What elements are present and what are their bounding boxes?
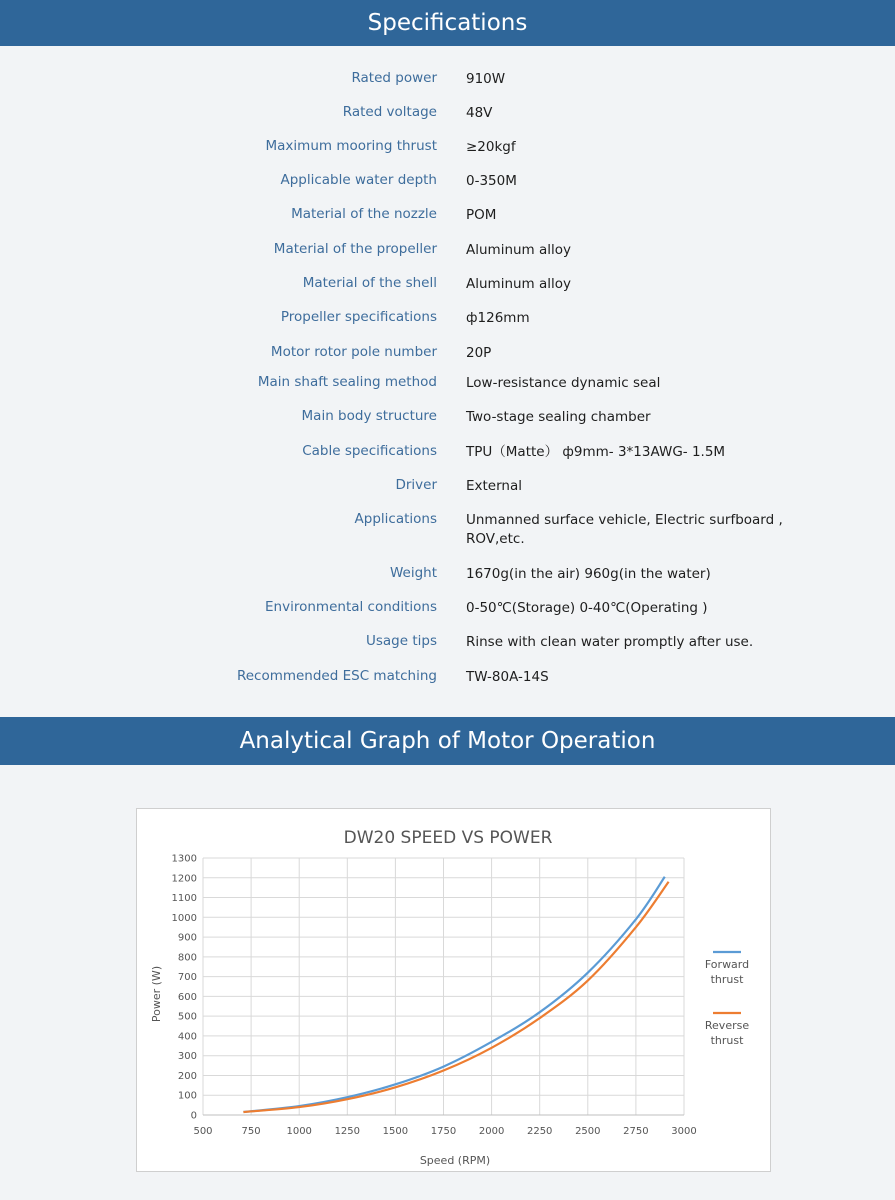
spec-label: Material of the propeller [273,241,437,257]
spec-value: ≥20kgf [466,139,516,155]
chart-legend [705,952,749,1047]
x-tick-label: 1750 [430,1126,457,1137]
spec-value: POM [466,207,497,223]
spec-label: Applicable water depth [280,172,437,188]
legend-label: thrust [710,973,744,986]
spec-value: Two-stage sealing chamber [466,409,651,425]
graph-banner [0,717,895,765]
spec-label: Rated power [351,70,437,86]
x-tick-label: 1000 [286,1126,312,1137]
x-tick-label: 1250 [334,1126,361,1137]
y-tick-label: 500 [177,1011,197,1023]
spec-label: Usage tips [365,633,437,649]
spec-value: 0-350M [466,173,517,189]
legend-label: Reverse [704,1019,750,1032]
spec-value: Unmanned surface vehicle, Electric surfboard , ROV,etc. [466,512,783,547]
y-tick-label: 100 [177,1090,197,1102]
chart-canvas [137,809,770,1171]
forward-thrust-line [243,877,664,1112]
y-tick-label: 400 [177,1031,197,1043]
x-tick-label: 1500 [382,1126,409,1137]
y-tick-label: 1300 [171,853,197,865]
spec-value: ф126mm [466,310,530,326]
graph-section-title: Analytical Graph of Motor Operation [239,728,656,754]
y-tick-label: 1100 [171,893,197,905]
spec-label: Rated voltage [342,104,437,120]
y-tick-label: 1000 [171,912,197,924]
spec-label: Driver [395,477,437,493]
legend-label: thrust [710,1034,744,1047]
x-axis-ticks [193,1126,696,1137]
spec-value: 1670g(in the air) 960g(in the water) [466,566,711,582]
spec-value: 0-50℃(Storage) 0-40℃(Operating ) [466,600,708,616]
x-tick-label: 500 [193,1126,213,1137]
spec-value: Low-resistance dynamic seal [466,375,661,391]
spec-label: Main shaft sealing method [257,374,437,390]
speed-power-chart [136,808,771,1172]
spec-label: Cable specifications [302,443,437,459]
spec-value: Aluminum alloy [466,242,572,258]
y-tick-label: 900 [177,932,197,944]
y-tick-label: 700 [177,972,197,984]
spec-label: Motor rotor pole number [270,344,437,360]
x-tick-label: 2000 [478,1126,505,1137]
spec-value: 48V [466,105,493,121]
spec-value: TPU（Matte） ф9mm- 3*13AWG- 1.5M [466,444,726,460]
x-tick-label: 2750 [623,1126,649,1137]
spec-label: Material of the nozzle [291,206,437,222]
spec-value: 20P [466,345,492,361]
y-tick-label: 300 [177,1051,197,1063]
x-axis-label: Speed (RPM) [419,1154,491,1167]
spec-label: Material of the shell [302,275,437,291]
y-axis-label: Power (W) [150,965,163,1023]
spec-label: Weight [389,565,437,581]
x-tick-label: 2250 [526,1126,553,1137]
spec-value: Rinse with clean water promptly after use. [466,634,754,650]
y-tick-label: 800 [177,952,197,964]
chart-series [243,877,668,1112]
x-tick-label: 3000 [671,1126,697,1137]
spec-value: Aluminum alloy [466,276,572,292]
specifications-title: Specifications [367,10,528,36]
y-axis-ticks [172,854,197,1122]
spec-label: Environmental conditions [265,599,437,615]
spec-label: Main body structure [301,408,437,424]
x-tick-label: 2500 [575,1126,601,1137]
legend-label: Forward [704,958,750,971]
spec-value: External [466,478,523,494]
chart-grid [203,858,684,1115]
spec-label: Propeller specifications [280,309,437,325]
chart-title: DW20 SPEED VS POWER [343,828,553,848]
x-tick-label: 750 [241,1126,261,1137]
y-tick-label: 600 [177,991,197,1003]
specifications-banner [0,0,895,46]
y-tick-label: 0 [190,1110,197,1122]
y-tick-label: 1200 [171,873,197,885]
spec-label: Recommended ESC matching [236,668,437,684]
spec-value: TW-80A-14S [466,669,549,685]
y-tick-label: 200 [177,1070,197,1082]
spec-label: Maximum mooring thrust [265,138,437,154]
spec-label: Applications [354,511,437,527]
spec-value: 910W [466,71,506,87]
